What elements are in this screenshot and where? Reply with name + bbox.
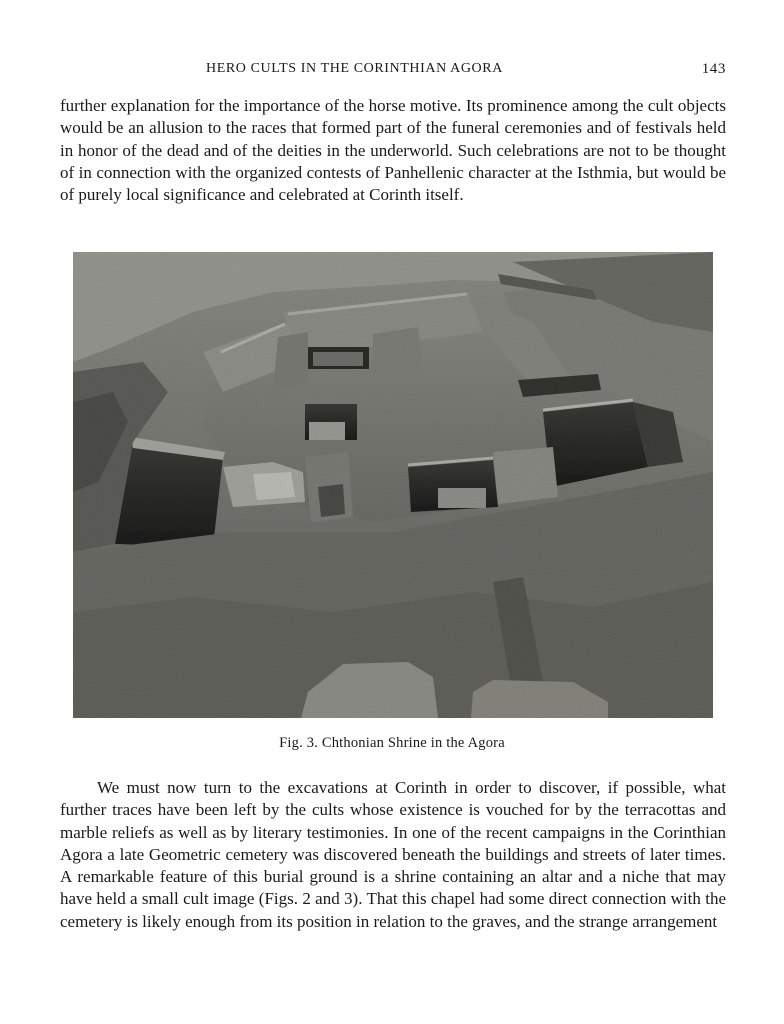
paragraph-2: We must now turn to the excavations at Corinth in order to discover, if possible, what further traces have been left by the cults whose existence is vouched for by the terracottas and marble reliefs as well as by literary testimonies. In one of the recent campaigns in the Corinthian Agora a late Geometric cemetery was discovered beneath the buildings and streets of later times. A remarkable feature of this burial ground is a shrine containing an altar and a niche that may have held a small cult image (Figs. 2 and 3). That this chapel had some direct connection with the cemetery is likely enough from its position in relation to the graves, and the strange arrangement <box>60 778 726 931</box>
running-head-title: HERO CULTS IN THE CORINTHIAN AGORA <box>206 61 503 76</box>
figure-caption: Fig. 3. Chthonian Shrine in the Agora <box>279 735 505 751</box>
figure-photograph <box>73 252 713 718</box>
running-head <box>0 61 784 81</box>
paragraph-1: further explanation for the importance of the horse motive. Its prominence among the cult objects would be an allusion to the races that formed part of the funeral ceremonies and of festivals held in honor of the dead and of the deities in the underworld. Such celebrations are not to be thought of in connection with the organized contests of Panhellenic character at the Isthmia, but would be of purely local significance and celebrated at Corinth itself. <box>60 96 726 205</box>
excavation-photo <box>73 252 713 718</box>
page-number: 143 <box>701 61 726 77</box>
